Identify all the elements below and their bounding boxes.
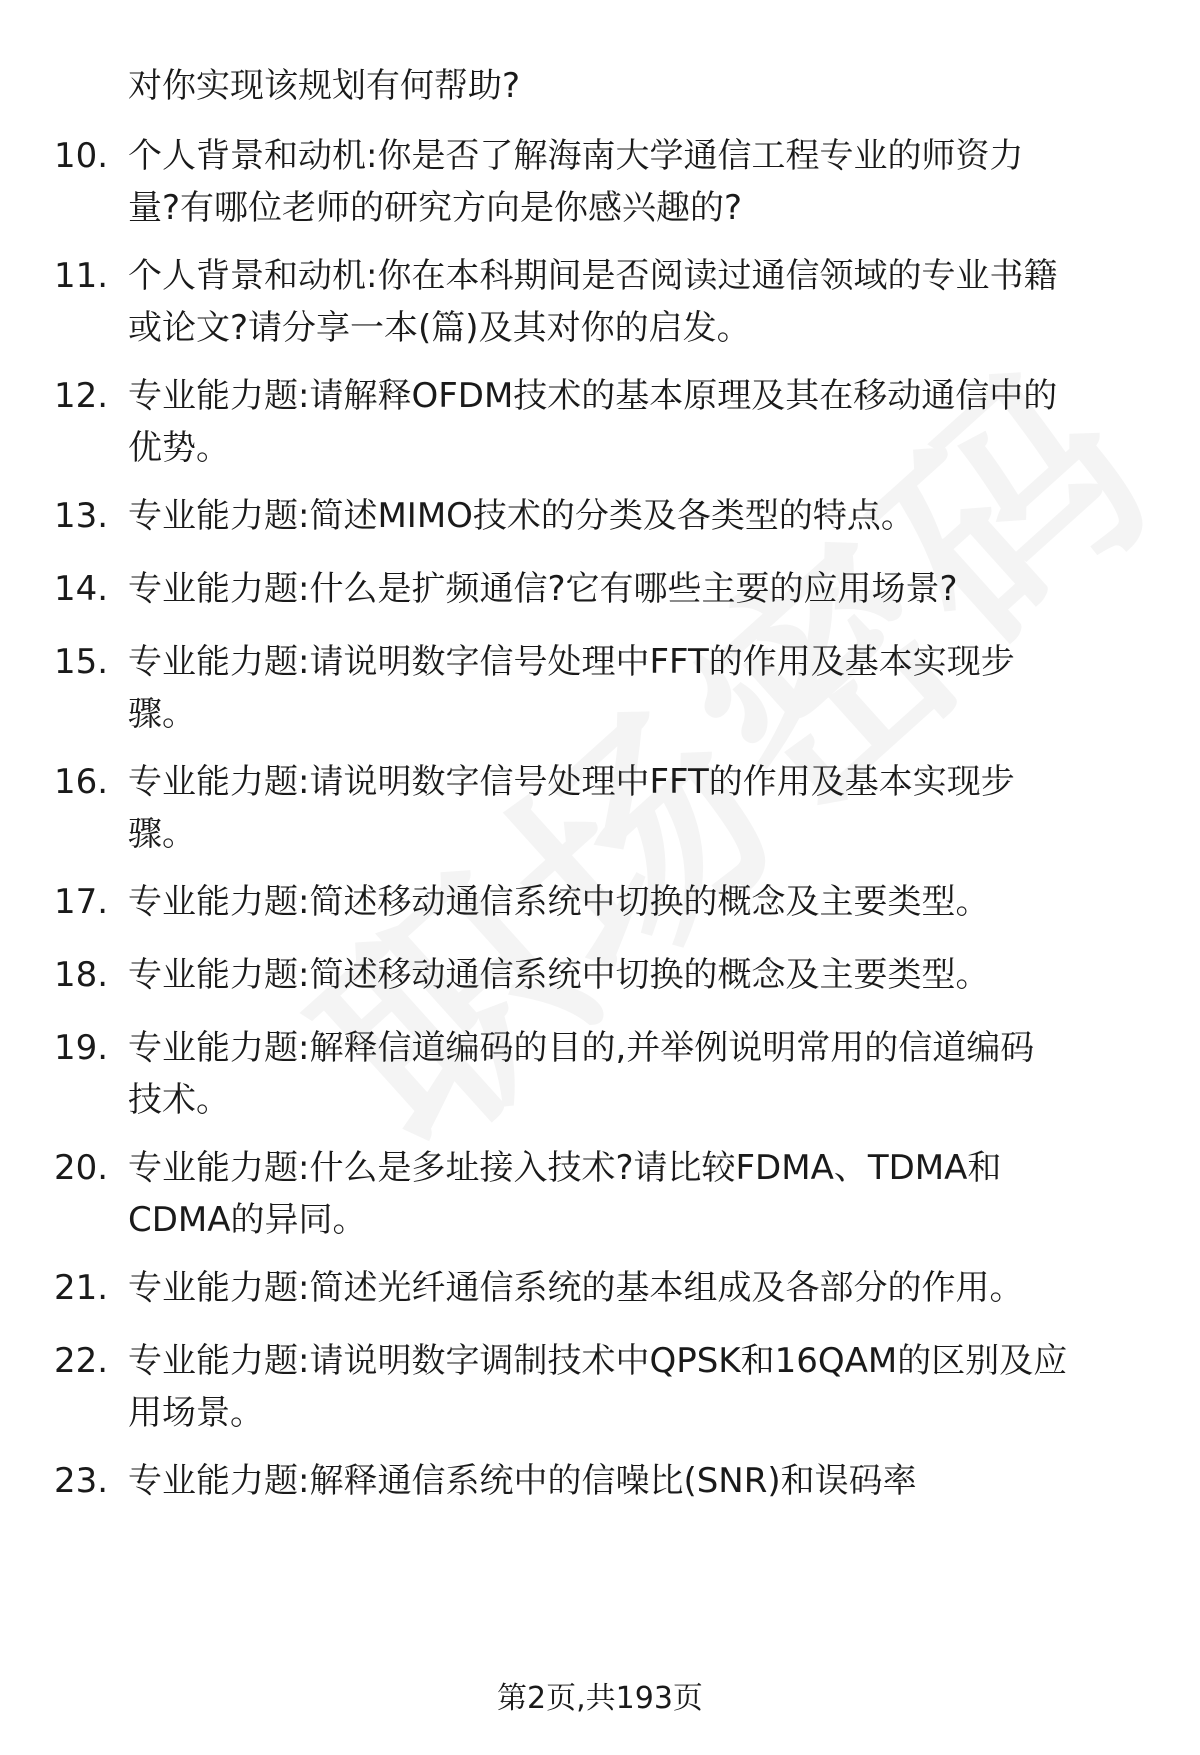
question-line: 专业能力题:简述MIMO技术的分类及各类型的特点。 [128, 496, 915, 536]
question-text [128, 250, 1148, 354]
question-line: 专业能力题:解释通信系统中的信噪比(SNR)和误码率 [128, 1461, 917, 1501]
question-text [128, 490, 1148, 542]
question-number: 20. [54, 1148, 109, 1188]
question-line: 骤。 [128, 694, 196, 734]
question-text [128, 1142, 1148, 1246]
question-text [128, 130, 1148, 234]
question-line: 专业能力题:简述移动通信系统中切换的概念及主要类型。 [128, 882, 990, 922]
question-text [128, 1455, 1148, 1507]
question-number: 14. [54, 569, 109, 609]
question-text [128, 1262, 1148, 1314]
question-number: 22. [54, 1341, 109, 1381]
question-number: 11. [54, 256, 109, 296]
question-number: 15. [54, 642, 109, 682]
question-line: 专业能力题:什么是多址接入技术?请比较FDMA、TDMA和 [128, 1148, 1002, 1188]
question-line: 专业能力题:什么是扩频通信?它有哪些主要的应用场景? [128, 569, 958, 609]
question-number: 17. [54, 882, 109, 922]
question-number: 19. [54, 1028, 109, 1068]
question-line: 用场景。 [128, 1393, 264, 1433]
question-line: 专业能力题:简述光纤通信系统的基本组成及各部分的作用。 [128, 1268, 1024, 1308]
page-footer: 第2页,共193页 [497, 1681, 703, 1716]
question-line: 或论文?请分享一本(篇)及其对你的启发。 [128, 308, 751, 348]
continuation-text: 对你实现该规划有何帮助? [128, 66, 521, 106]
question-number: 18. [54, 955, 109, 995]
question-text [128, 1022, 1148, 1126]
question-line: 专业能力题:请说明数字信号处理中FFT的作用及基本实现步 [128, 762, 1015, 802]
question-text [128, 636, 1148, 740]
question-line: 个人背景和动机:你在本科期间是否阅读过通信领域的专业书籍 [128, 256, 1058, 296]
question-line: 骤。 [128, 814, 196, 854]
question-text [128, 756, 1148, 860]
question-number: 13. [54, 496, 109, 536]
question-line: CDMA的异同。 [128, 1200, 367, 1240]
question-text [128, 876, 1148, 928]
question-line: 专业能力题:请解释OFDM技术的基本原理及其在移动通信中的 [128, 376, 1058, 416]
question-text [128, 370, 1148, 474]
question-text [128, 563, 1148, 615]
question-text [128, 949, 1148, 1001]
question-number: 21. [54, 1268, 109, 1308]
question-line: 优势。 [128, 428, 230, 468]
question-line: 专业能力题:解释信道编码的目的,并举例说明常用的信道编码 [128, 1028, 1035, 1068]
question-number: 10. [54, 136, 109, 176]
question-text [128, 1335, 1148, 1439]
question-line: 专业能力题:请说明数字调制技术中QPSK和16QAM的区别及应 [128, 1341, 1068, 1381]
question-line: 技术。 [128, 1080, 230, 1120]
question-line: 专业能力题:请说明数字信号处理中FFT的作用及基本实现步 [128, 642, 1015, 682]
question-line: 量?有哪位老师的研究方向是你感兴趣的? [128, 188, 743, 228]
question-line: 专业能力题:简述移动通信系统中切换的概念及主要类型。 [128, 955, 990, 995]
question-number: 12. [54, 376, 109, 416]
question-number: 23. [54, 1461, 109, 1501]
question-line: 个人背景和动机:你是否了解海南大学通信工程专业的师资力 [128, 136, 1024, 176]
question-number: 16. [54, 762, 109, 802]
